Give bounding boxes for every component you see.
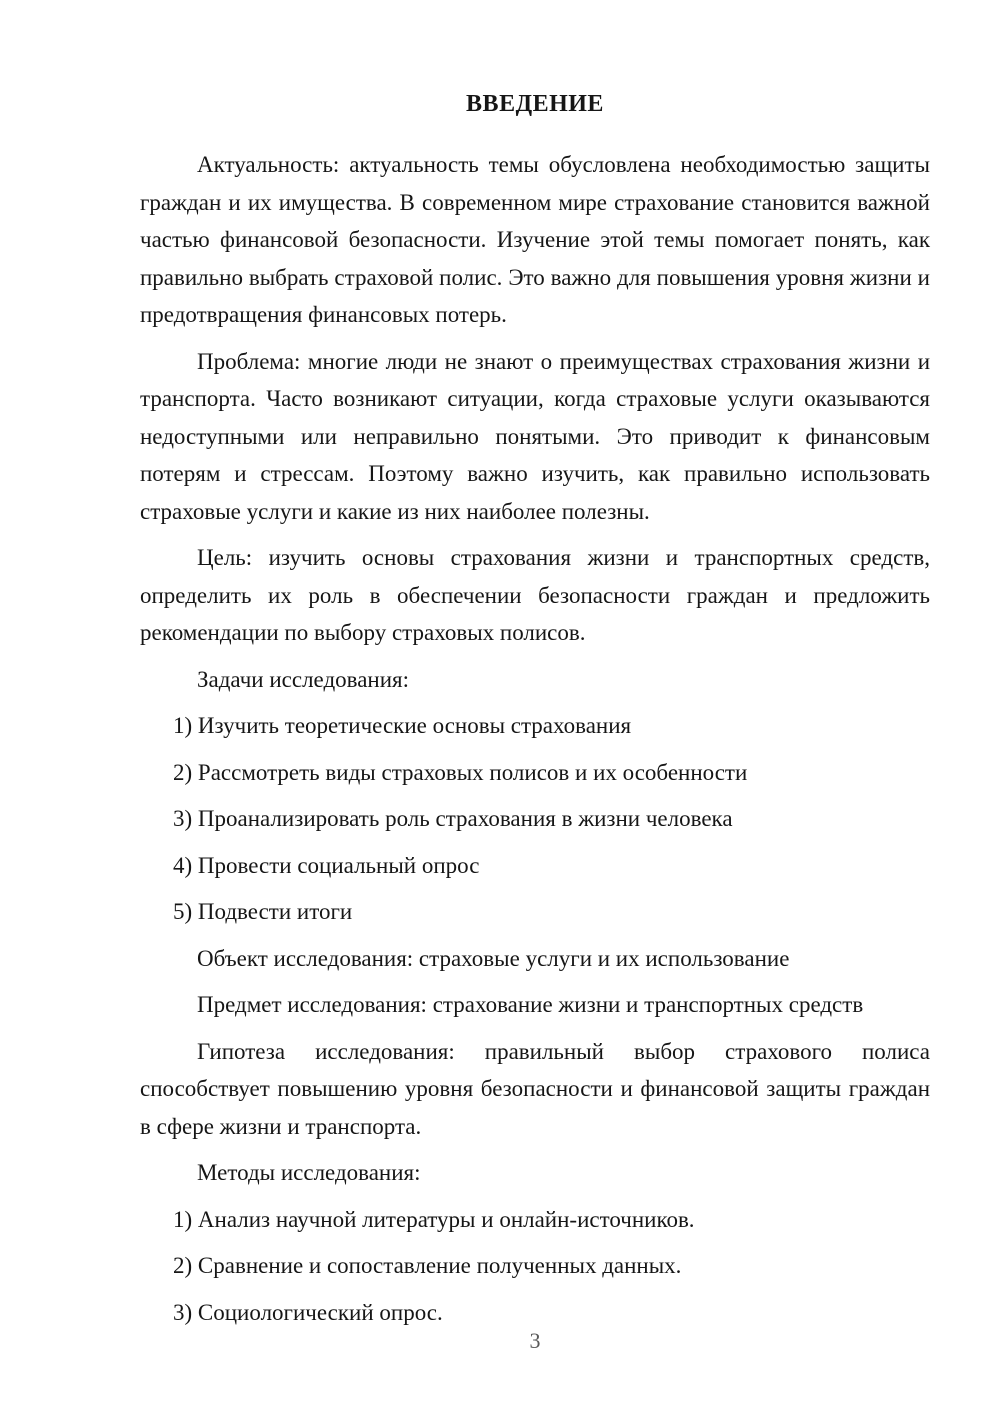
paragraph-hypothesis: Гипотеза исследования: правильный выбор страхового полиса способствует повышению уровня безопасности и финансовой защиты граждан в сфере жизни и транспорта. — [140, 1038, 930, 1139]
task-item: 5) Подвести итоги — [173, 899, 353, 924]
tasks-list — [140, 707, 930, 931]
paragraph-goal: Цель: изучить основы страхования жизни и транспортных средств, определить их роль в обеспечении безопасности граждан и предложить рекомендации по выбору страховых полисов. — [140, 545, 930, 645]
paragraph-problem: Проблема: многие люди не знают о преимуществах страхования жизни и транспорта. Часто возникают ситуации, когда страховые услуги оказываются недоступными или неправильно понятыми. Это приводит к финансовым потерям и стрессам. Поэтому важно изучить, как правильно использовать страховые услуги и какие из них наиболее полезны. — [140, 348, 930, 524]
methods-label: Методы исследования: — [197, 1160, 421, 1185]
paragraph-actuality: Актуальность: актуальность темы обусловлена необходимостью защиты граждан и их имущества. В современном мире страхование становится важной частью финансовой безопасности. Изучение этой темы помогает понять, как правильно выбрать страховой полис. Это важно для повышения уровня жизни и предотвращения финансовых потерь. — [140, 152, 930, 327]
tasks-label: Задачи исследования: — [197, 666, 410, 692]
page-number: 3 — [529, 1328, 541, 1353]
paragraph-object: Объект исследования: страховые услуги и их использование — [197, 945, 790, 971]
paragraph-subject: Предмет исследования: страхование жизни и транспортных средств — [197, 992, 864, 1017]
task-item: 4) Провести социальный опрос — [173, 852, 480, 878]
method-item: 1) Анализ научной литературы и онлайн-источников. — [173, 1206, 695, 1232]
task-item: 3) Проанализировать роль страхования в жизни человека — [173, 806, 733, 831]
task-item: 2) Рассмотреть виды страховых полисов и их особенности — [173, 759, 748, 785]
method-item: 2) Сравнение и сопоставление полученных данных. — [173, 1253, 682, 1278]
task-item: 1) Изучить теоретические основы страхования — [173, 713, 632, 738]
methods-list — [140, 1201, 930, 1332]
method-item: 3) Социологический опрос. — [173, 1299, 443, 1325]
page-title: ВВЕДЕНИЕ — [466, 91, 604, 117]
